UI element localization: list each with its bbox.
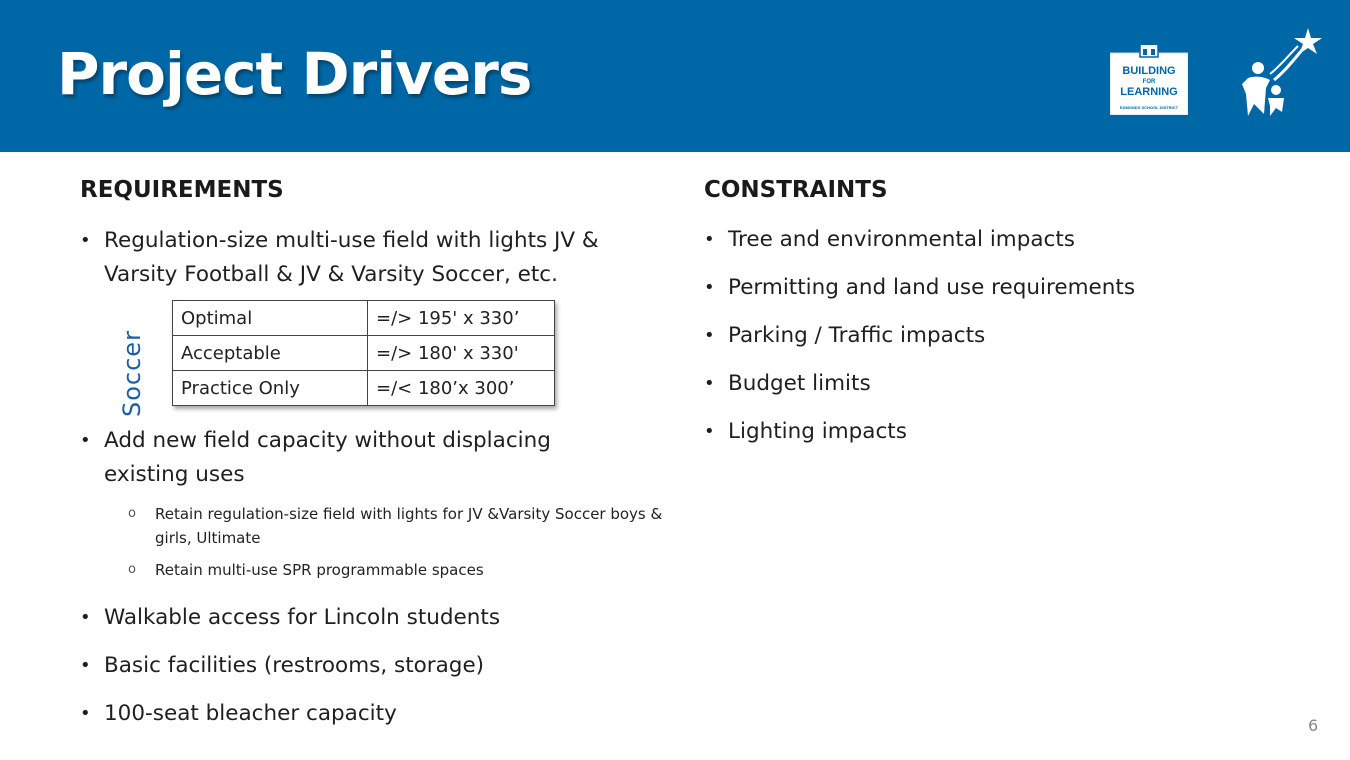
requirement-item [80, 594, 650, 642]
requirement-text: 100-seat bleacher capacity [104, 701, 397, 726]
constraint-item [704, 216, 1264, 264]
bfl-line-1: BUILDING [1122, 65, 1176, 77]
constraint-text: Parking / Traffic impacts [728, 323, 986, 348]
sub-requirement-item [80, 558, 650, 582]
page-number: 6 [1308, 716, 1319, 735]
table-cell: =/> 180' x 330' [368, 336, 555, 371]
constraints-heading: CONSTRAINTS [704, 177, 888, 203]
bullet-dot: • [704, 421, 715, 442]
constraints-column [704, 170, 1264, 456]
slide-title: Project Drivers [57, 40, 532, 108]
bullet-dot: • [80, 230, 91, 251]
constraint-item [704, 360, 1264, 408]
requirement-text: Walkable access for Lincoln students [104, 605, 501, 630]
bullet-dot: • [704, 229, 715, 250]
requirement-text: Regulation-size multi-use field with lights JV & Varsity Football & JV & Varsity Soccer, etc. [104, 228, 599, 287]
constraint-text: Permitting and land use requirements [728, 275, 1136, 300]
sub-requirement-text: Retain multi-use SPR programmable spaces [155, 561, 484, 579]
soccer-label: Soccer [118, 330, 146, 417]
constraint-item [704, 264, 1264, 312]
bullet-dot: • [80, 607, 91, 628]
bullet-dot: • [704, 277, 715, 298]
table-cell: =/> 195' x 330’ [368, 301, 555, 336]
bullet-dot: • [704, 325, 715, 346]
sub-requirement-text: Retain regulation-size field with lights for JV &Varsity Soccer boys & girls, Ultimate [155, 505, 663, 547]
requirement-item [80, 424, 614, 492]
constraint-item [704, 312, 1264, 360]
bfl-line-4: EDMONDS SCHOOL DISTRICT [1119, 105, 1179, 110]
sub-requirement-item [80, 502, 665, 550]
table-row [173, 301, 555, 336]
bfl-line-2: FOR [1142, 79, 1156, 85]
requirement-item [80, 224, 650, 292]
soccer-sizes [80, 292, 650, 420]
bullet-dot: • [704, 373, 715, 394]
bullet-dot: • [80, 703, 91, 724]
constraint-text: Budget limits [728, 371, 871, 396]
constraint-item [704, 408, 1264, 456]
constraint-text: Lighting impacts [728, 419, 907, 444]
requirement-item [80, 642, 650, 690]
table-cell: Practice Only [173, 371, 368, 406]
table-row [173, 336, 555, 371]
constraint-text: Tree and environmental impacts [728, 227, 1076, 252]
table-cell: Acceptable [173, 336, 368, 371]
soccer-size-table [172, 300, 555, 406]
table-cell: Optimal [173, 301, 368, 336]
table-cell: =/< 180’x 300’ [368, 371, 555, 406]
sub-bullet-marker: o [128, 506, 136, 521]
requirement-text: Add new field capacity without displacing existing uses [104, 428, 551, 487]
requirements-column [80, 170, 663, 738]
requirement-text: Basic facilities (restrooms, storage) [104, 653, 485, 678]
requirement-item [80, 690, 650, 738]
table-row [173, 371, 555, 406]
bullet-dot: • [80, 430, 91, 451]
requirements-heading: REQUIREMENTS [80, 177, 284, 203]
star-figure-icon [1240, 28, 1326, 120]
building-for-learning-logo [1110, 41, 1188, 115]
bfl-line-3: LEARNING [1120, 86, 1178, 98]
sub-bullet-marker: o [128, 562, 136, 577]
bullet-dot: • [80, 655, 91, 676]
